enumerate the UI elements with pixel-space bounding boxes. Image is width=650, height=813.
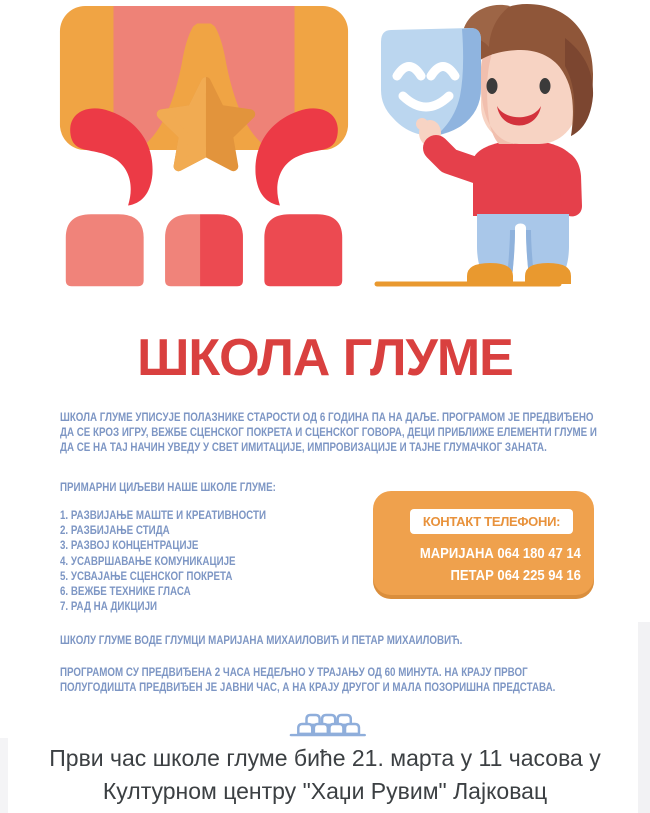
contact-phone-marijana: МАРИЈАНА 064 180 47 14: [419, 546, 581, 562]
program-paragraph: ПРОГРАМОМ СУ ПРЕДВИЂЕНА 2 ЧАСА НЕДЕЉНО У ТРАЈАЊУ ОД 60 МИНУТА. НА КРАЈУ ПРВОГ ПОЛУГОДИШТА ПРЕДВИЂЕН ЈЕ ЈАВНИ ЧАС, А НА КРАЈУ ДРУГОГ И МАЛА ПОЗОРИШНА ПРЕДСТАВА.: [60, 667, 556, 695]
intro-paragraph: ШКОЛА ГЛУМЕ УПИСУЈЕ ПОЛАЗНИКЕ СТАРОСТИ ОД 6 ГОДИНА ПА НА ДАЉЕ. ПРОГРАМОМ ЈЕ ПРЕДВИЂЕНО ДА СЕ КРОЗ ИГРУ, ВЕЖБЕ СЦЕНСКОГ ПОКРЕТА И СЦЕНСКОГ ГОВОРА, ДЕЦИ ПРИБЛИЖЕ ЕЛЕМЕНТИ ГЛУМЕ И ДА СЕ НА ТАЈ НАЧИН УВЕДУ У СВЕТ ИМИТАЦИЈЕ, ИМПРОВИЗАЦИЈЕ И ТАЈНЕ ГЛУМАЧКОГ ЗАНАТА.: [60, 412, 597, 455]
caption-line-1: Први час школе глуме биће 21. марта у 11 часова у: [49, 745, 601, 771]
boy-with-mask-illustration: [368, 0, 600, 300]
eye-left: [487, 78, 498, 94]
goals-heading: ПРИМАРНИ ЦИЉЕВИ НАШЕ ШКОЛЕ ГЛУМЕ:: [60, 482, 276, 494]
comedy-mask: [381, 28, 481, 136]
goal-item: 6. ВЕЖБЕ ТЕХНИКЕ ГЛАСА: [60, 586, 191, 599]
page-edge-gutter-right: [638, 622, 650, 813]
contact-label: КОНТАКТ ТЕЛЕФОНИ:: [410, 509, 573, 534]
shoe-left: [467, 263, 513, 284]
goal-item: 3. РАЗВОЈ КОНЦЕНТРАЦИЈЕ: [60, 540, 199, 553]
caption-text: [0, 742, 650, 808]
eye-right: [540, 78, 551, 94]
goal-item: 2. РАЗБИЈАЊЕ СТИДА: [60, 525, 170, 538]
seat-left: [66, 214, 144, 286]
raised-arm: [436, 148, 481, 172]
caption-line-2: Културном центру "Хаџи Рувим" Лајковац: [102, 778, 548, 804]
seat-right: [264, 214, 342, 286]
audience-seats-icon: [286, 709, 368, 739]
stage-curtain-illustration: [58, 4, 350, 296]
goal-item: 1. РАЗВИЈАЊЕ МАШТЕ И КРЕАТИВНОСТИ: [60, 510, 267, 522]
goal-item: 7. РАД НА ДИКЦИЈИ: [60, 601, 158, 614]
goal-item: 5. УСВАЈАЊЕ СЦЕНСКОГ ПОКРЕТА: [60, 570, 233, 583]
shoe-right: [525, 263, 571, 284]
page-edge-gutter-left: [0, 738, 8, 813]
poster-title: ШКОЛА ГЛУМЕ: [137, 329, 513, 387]
goal-item: 4. УСАВРШАВАЊЕ КОМУНИКАЦИЈЕ: [60, 555, 236, 568]
teachers-line: ШКОЛУ ГЛУМЕ ВОДЕ ГЛУМЦИ МАРИЈАНА МИХАИЛОВИЋ И ПЕТАР МИХАИЛОВИЋ.: [60, 635, 463, 647]
contact-phones: [420, 543, 581, 587]
contact-phone-petar: ПЕТАР 064 225 94 16: [450, 568, 581, 584]
contact-box: [373, 491, 594, 599]
